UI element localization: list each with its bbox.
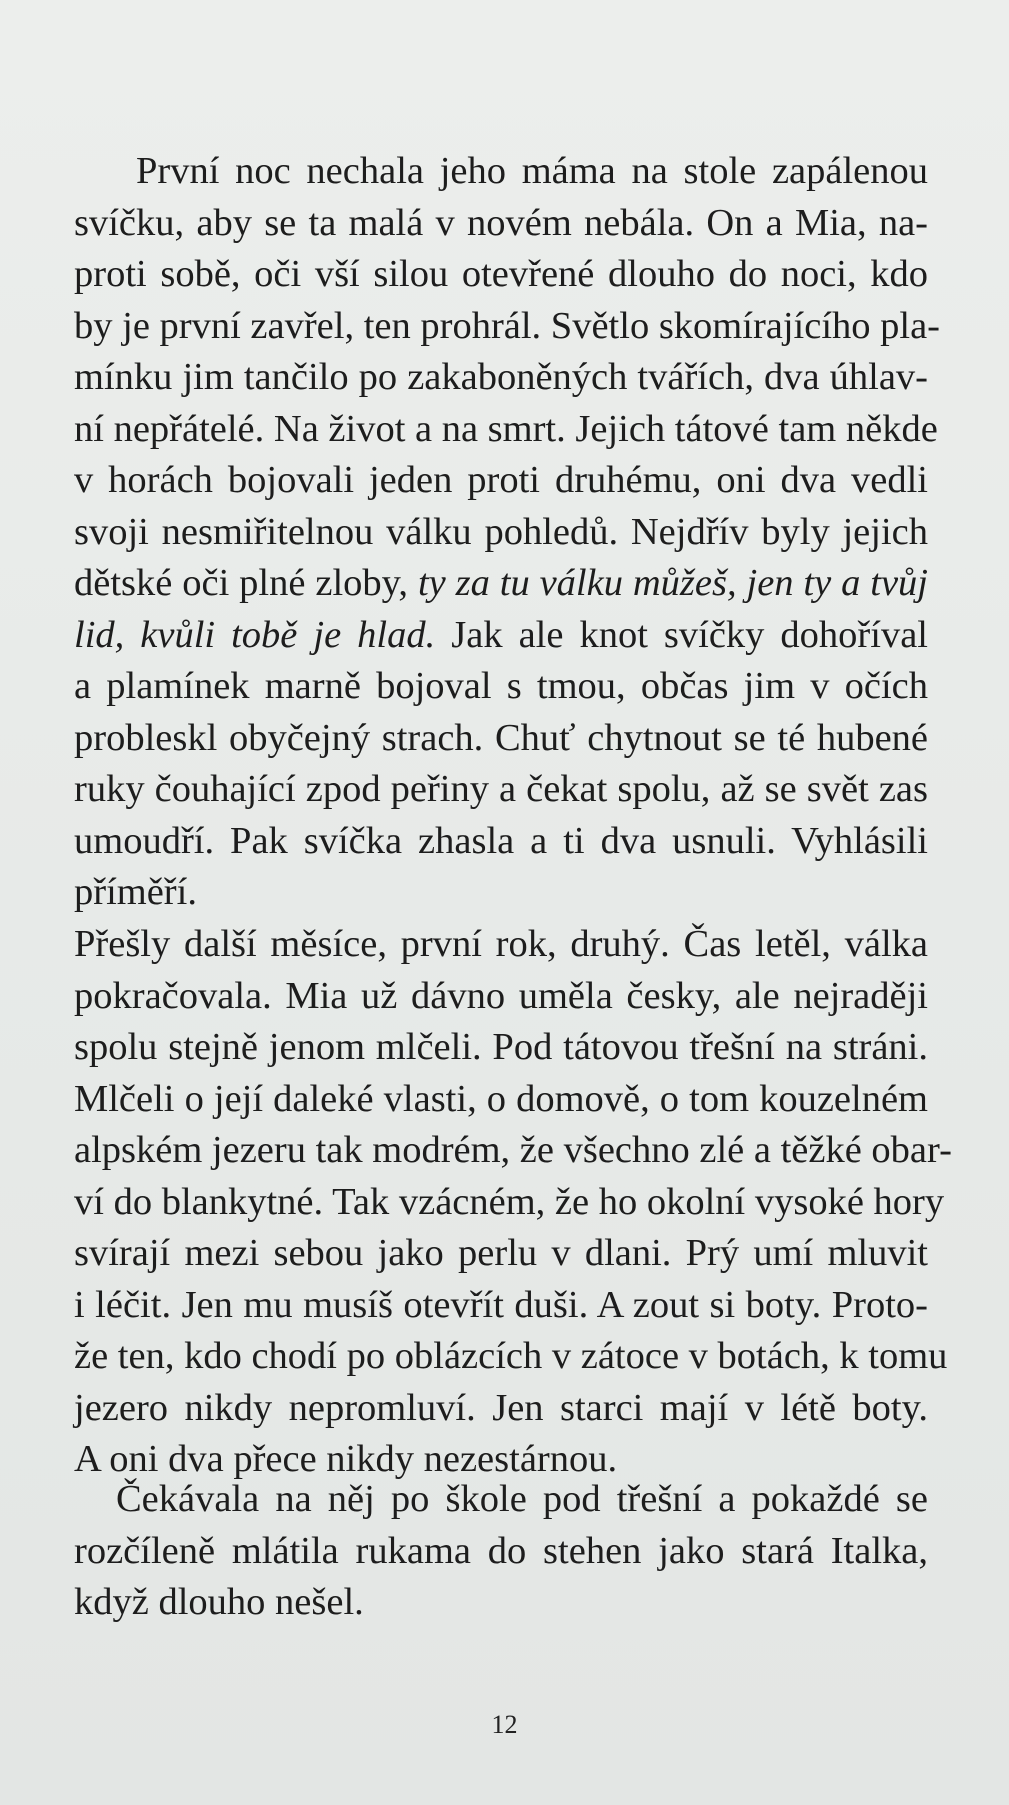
italic-text: lid, kvůli tobě je hlad. — [74, 613, 436, 656]
text-line — [74, 661, 928, 713]
text-segment: dětské oči plné zloby, — [74, 562, 418, 604]
paragraph-1 — [74, 146, 941, 919]
text-line — [74, 816, 928, 868]
text-segment: příměří. — [74, 871, 197, 913]
text-line — [74, 1577, 928, 1629]
text-line — [74, 1228, 928, 1280]
text-segment: ruky čouhající zpod peřiny a čekat spolu, až se svět zas — [74, 768, 928, 810]
text-line — [74, 919, 928, 971]
paragraph-3 — [74, 1474, 928, 1629]
text-segment: alpském jezeru tak modrém, že všechno zlé a těžké obar- — [74, 1129, 952, 1171]
paragraph-2 — [74, 919, 952, 1486]
text-segment: Mlčeli o její daleké vlasti, o domově, o tom kouzelném — [74, 1077, 928, 1120]
text-line — [74, 971, 928, 1023]
text-segment: pokračovala. Mia už dávno uměla česky, ale nejraději — [74, 974, 928, 1017]
text-line — [74, 1526, 928, 1578]
text-segment: ní nepřátelé. Na život a na smrt. Jejich tátové tam někde — [74, 407, 938, 450]
text-segment: svoji nesmiřitelnou válku pohledů. Nejdřív byly jejich — [74, 510, 928, 553]
text-line — [74, 1383, 928, 1435]
text-line — [74, 1125, 952, 1177]
text-line — [74, 507, 928, 559]
text-segment: svíčku, aby se ta malá v novém nebála. On a Mia, na- — [74, 201, 928, 244]
text-line — [74, 558, 928, 610]
text-line — [74, 867, 928, 919]
text-segment: proti sobě, oči vší silou otevřené dlouho do noci, kdo — [74, 253, 928, 295]
text-segment: probleskl obyčejný strach. Chuť chytnout se té hubené — [74, 716, 928, 759]
text-segment: ví do blankytné. Tak vzácném, že ho okolní vysoké hory — [74, 1180, 945, 1223]
text-line — [74, 1280, 928, 1332]
text-segment: První noc nechala jeho máma na stole zapálenou — [136, 150, 928, 192]
text-segment: by je první zavřel, ten prohrál. Světlo skomírajícího pla- — [74, 304, 941, 347]
text-segment: svírají mezi sebou jako perlu v dlani. Prý umí mluvit — [74, 1232, 928, 1274]
text-line — [74, 198, 928, 250]
text-segment: Čekávala na něj po škole pod třešní a pokaždé se — [116, 1478, 928, 1520]
text-line — [74, 610, 928, 662]
text-segment: spolu stejně jenom mlčeli. Pod tátovou třešní na stráni. — [74, 1026, 928, 1068]
text-line — [74, 352, 928, 404]
text-line — [74, 1022, 928, 1074]
text-line — [74, 1331, 948, 1383]
text-line — [74, 404, 938, 456]
text-line — [74, 146, 928, 198]
text-segment: v horách bojovali jeden proti druhému, oni dva vedli — [74, 459, 928, 501]
text-segment: když dlouho nešel. — [74, 1581, 364, 1623]
text-line — [74, 713, 928, 765]
text-segment: umoudří. Pak svíčka zhasla a ti dva usnuli. Vyhlásili — [74, 819, 928, 862]
text-line — [74, 1177, 945, 1229]
text-line — [74, 764, 928, 816]
text-segment: i léčit. Jen mu musíš otevřít duši. A zout si boty. Proto- — [74, 1283, 928, 1326]
text-segment: Jak ale knot svíčky dohoříval — [435, 613, 928, 656]
text-segment: že ten, kdo chodí po oblázcích v zátoce v botách, k tomu — [74, 1335, 948, 1377]
text-segment: A oni dva přece nikdy nezestárnou. — [74, 1438, 618, 1480]
text-segment: jezero nikdy nepromluví. Jen starci mají v létě boty. — [74, 1386, 928, 1429]
text-line — [74, 1474, 928, 1526]
text-segment: Přešly další měsíce, první rok, druhý. Čas letěl, válka — [74, 923, 928, 965]
text-line — [74, 301, 941, 353]
text-line — [74, 249, 928, 301]
text-line — [74, 1074, 928, 1126]
text-segment: a plamínek marně bojoval s tmou, občas jim v očích — [74, 665, 928, 707]
page-number: 12 — [491, 1710, 518, 1739]
text-segment: mínku jim tančilo po zakaboněných tvářích, dva úhlav- — [74, 356, 928, 398]
text-line — [74, 455, 928, 507]
italic-text: ty za tu válku můžeš, jen ty a tvůj — [417, 562, 928, 604]
text-segment: rozčíleně mlátila rukama do stehen jako stará Italka, — [74, 1529, 928, 1572]
